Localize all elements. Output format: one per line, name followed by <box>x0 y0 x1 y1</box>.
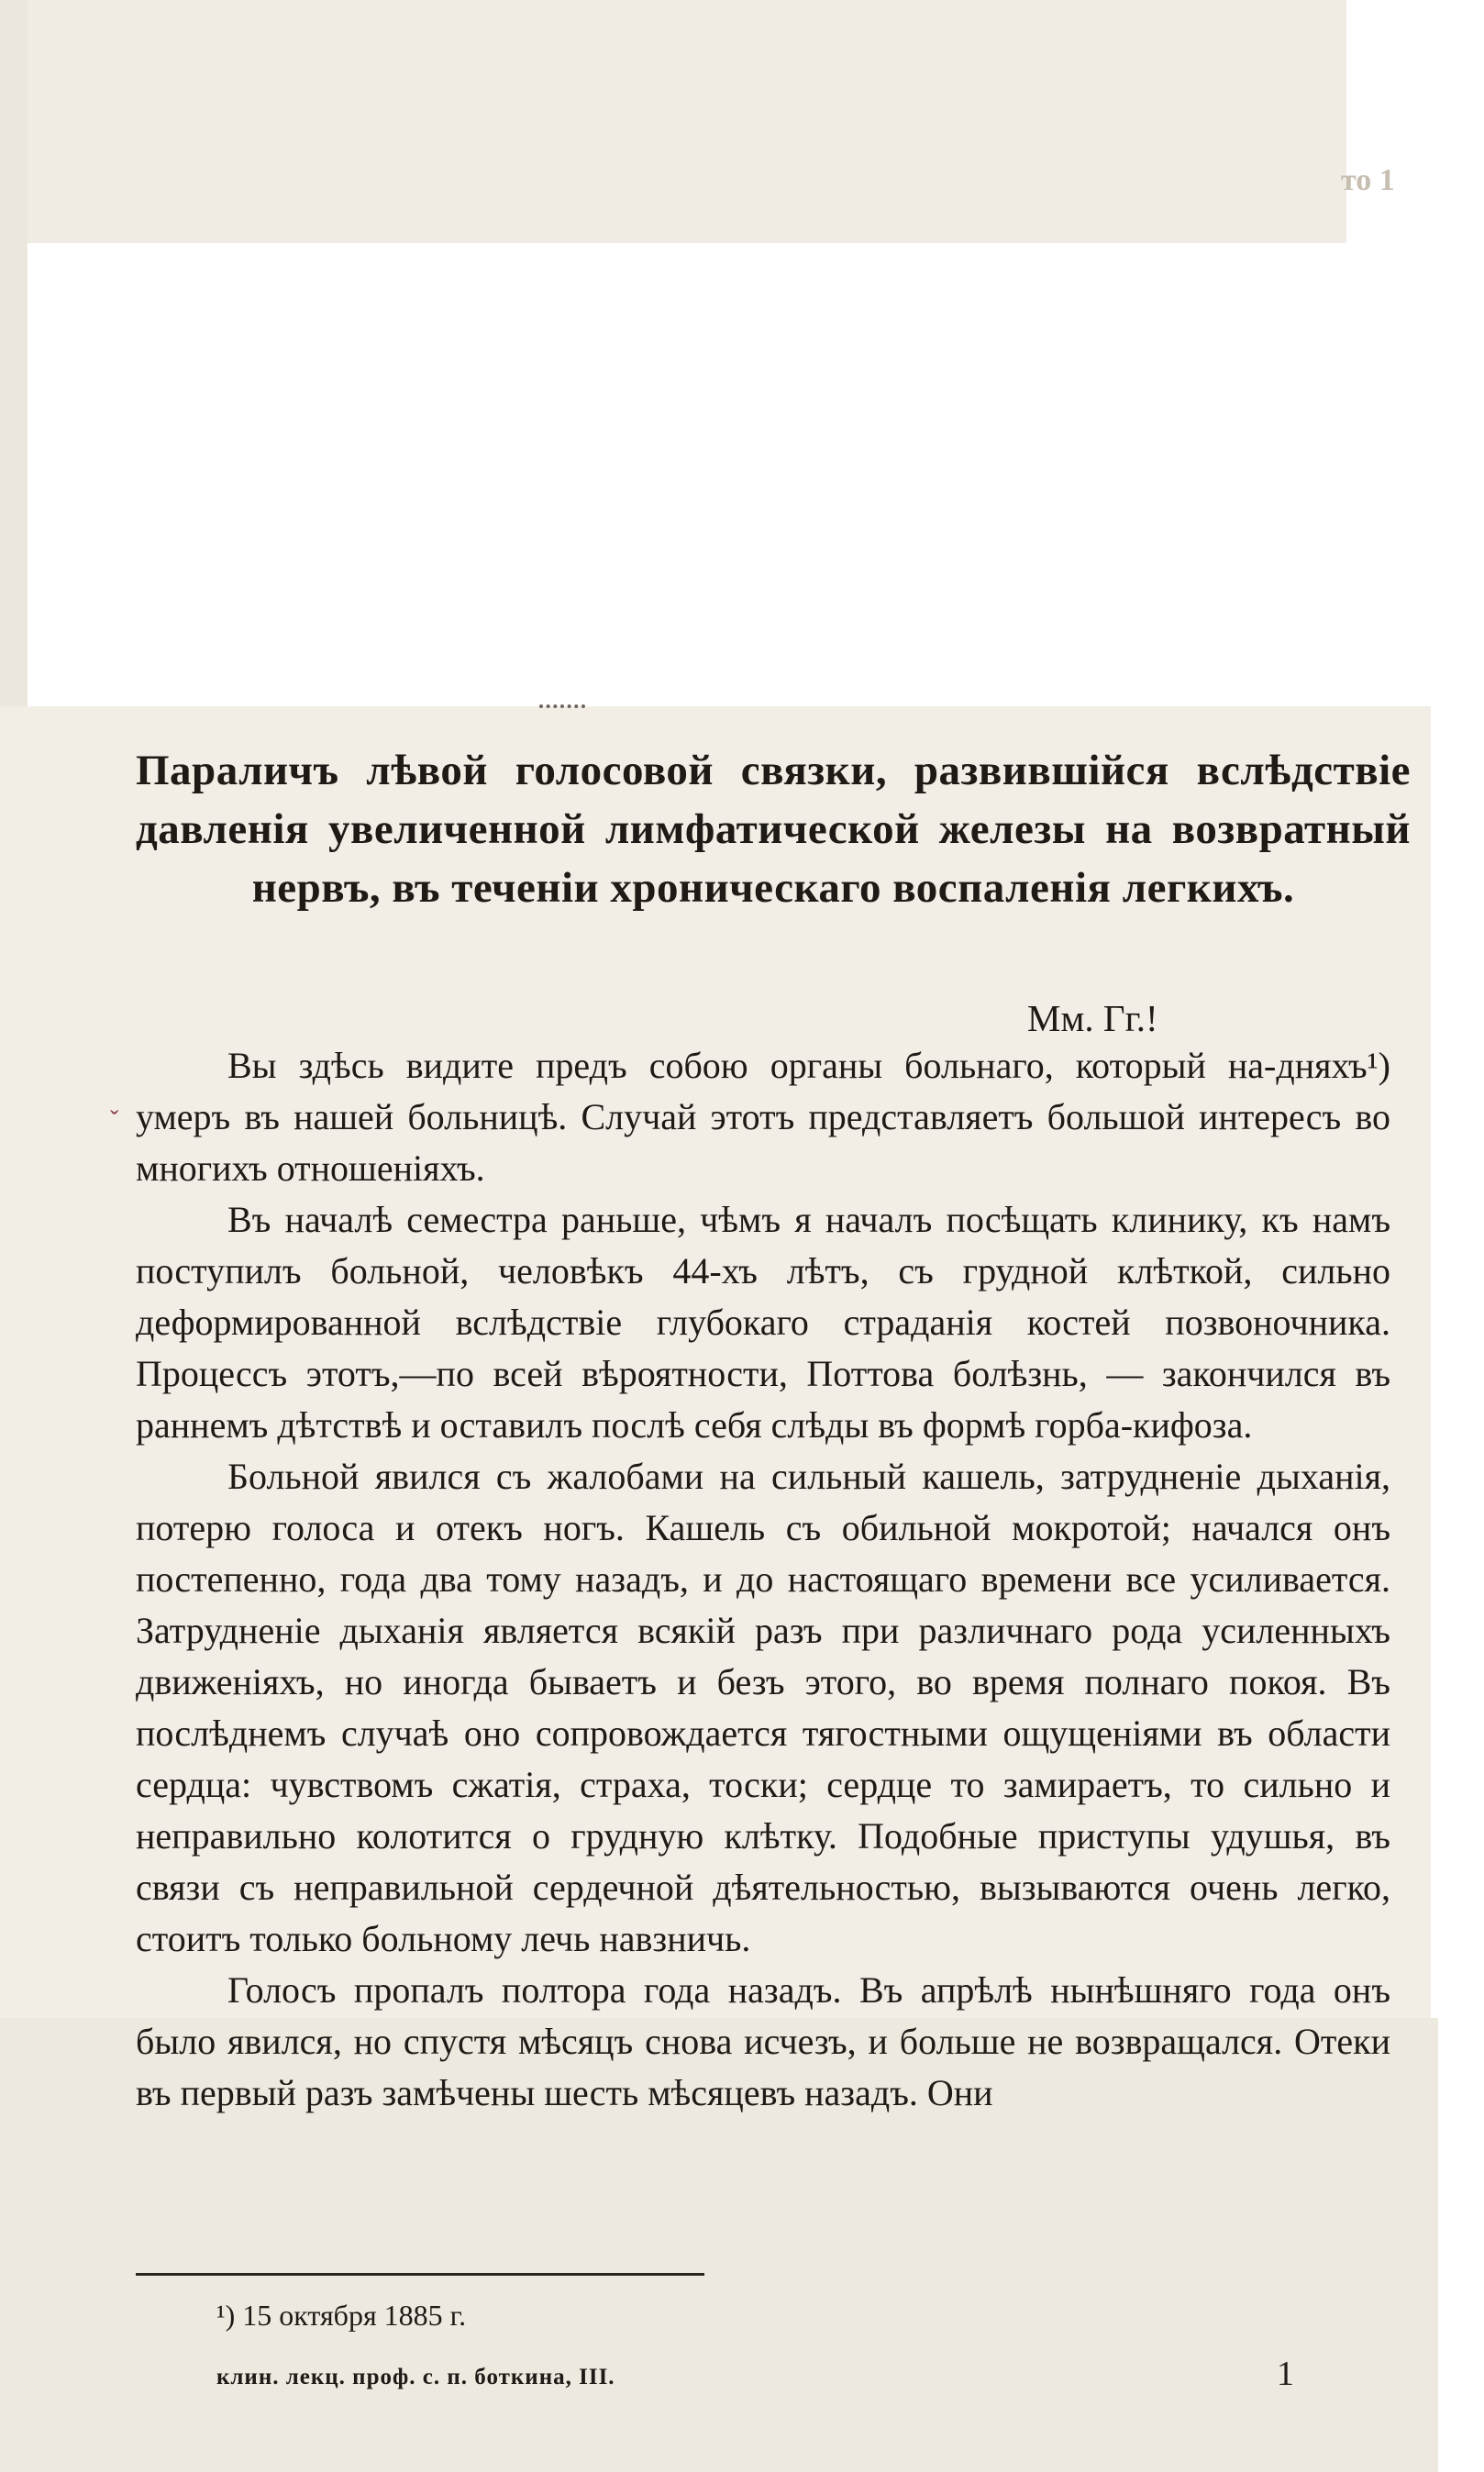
footnote-separator <box>136 2273 704 2276</box>
salutation: Мм. Гг.! <box>1027 997 1158 1039</box>
scan-left-edge <box>0 0 28 706</box>
pencil-check-mark: ˇ <box>110 1106 119 1135</box>
paragraph: Больной явился съ жалобами на сильный кашель, затрудненіе дыханія, потерю голоса и отекъ ногъ. Кашель съ обильной мокротой; начался онъ постепенно, года два тому назадъ, и до настоящаго времени все усиливается. Затрудненіе дыханія является всякій разъ при различнаго рода усиленныхъ движеніяхъ, но иногда бываетъ и безъ этого, во время полнаго покоя. Въ послѣднемъ случаѣ оно сопровождается тягостными ощущеніями въ области сердца: чувствомъ сжатія, страха, тоски; сердце то замираетъ, то сильно и неправильно колотится о грудную клѣтку. Подобные приступы удушья, въ связи съ неправильной сердечной дѣятельностью, вызываются очень легко, стоитъ только больному лечь навзничь. <box>136 1456 1390 1959</box>
body-text <box>136 1040 1390 2119</box>
scan-top-margin <box>0 0 1346 243</box>
page-number: 1 <box>1277 2355 1294 2393</box>
corner-page-mark: то 1 <box>1341 163 1395 197</box>
paragraph: Голосъ пропалъ полтора года назадъ. Въ апрѣлѣ нынѣшняго года онъ было явился, но спустя мѣсяцъ снова исчезъ, и больше не возвращался. Отеки въ первый разъ замѣчены шесть мѣсяцевъ назадъ. Они <box>136 1969 1390 2113</box>
chapter-title: Параличъ лѣвой голосовой связки, развившійся вслѣдствіе давленія увеличенной лимфатической железы на возвратный нервъ, въ теченіи хроническаго воспаленія легкихъ. <box>136 747 1411 912</box>
paragraph: Въ началѣ семестра раньше, чѣмъ я началъ посѣщать клинику, къ намъ поступилъ больной, человѣкъ 44-хъ лѣтъ, съ грудной клѣткой, сильно деформированной вслѣдствіе глубокаго страданія костей позвоночника. Процессъ этотъ,—по всей вѣроятности, Поттова болѣзнь, — закончился въ раннемъ дѣтствѣ и оставилъ послѣ себя слѣды въ формѣ горба-кифоза. <box>136 1199 1390 1446</box>
stray-print-mark <box>539 704 585 717</box>
running-footer: клин. лекц. проф. с. п. боткина, III. <box>216 2365 615 2389</box>
footnote: ¹) 15 октября 1885 г. <box>216 2299 467 2332</box>
paragraph: Вы здѣсь видите предъ собою органы больнаго, который на-дняхъ¹) умеръ въ нашей больницѣ. Случай этотъ представляетъ большой интересъ во многихъ отношеніяхъ. <box>136 1045 1390 1189</box>
